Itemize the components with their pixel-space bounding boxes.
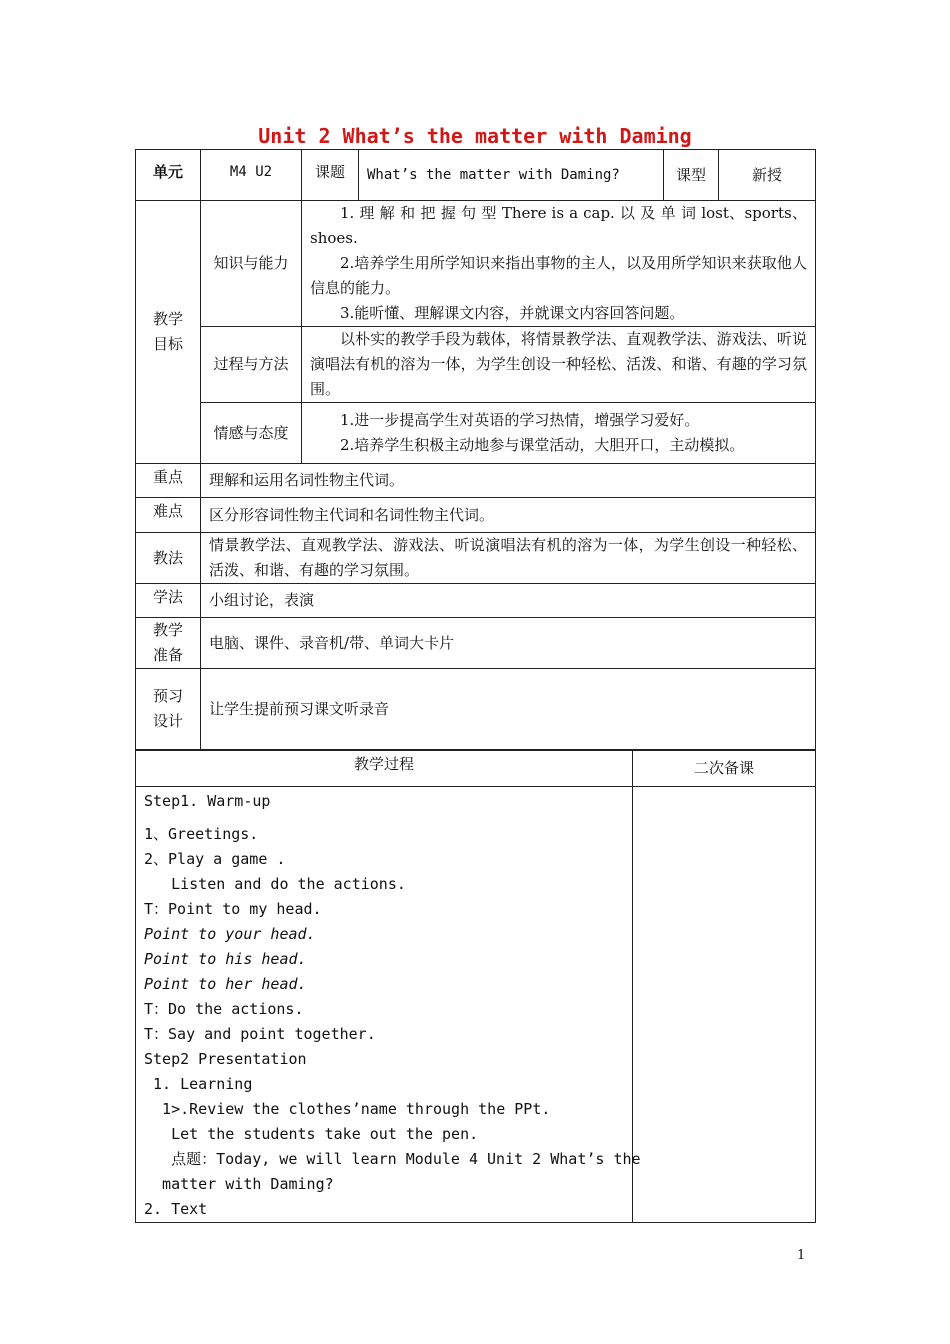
key-point-value: 理解和运用名词性物主代词。	[201, 464, 816, 498]
preview-row	[136, 669, 816, 750]
process-line: Point to your head.	[144, 925, 316, 943]
key-point-label: 重点	[136, 464, 201, 498]
unit-value: M4 U2	[201, 150, 302, 201]
teaching-method-value: 情景教学法、直观教学法、游戏法、听说演唱法有机的溶为一体，为学生创设一种轻松、活泼、和谐、有趣的学习氛围。	[201, 533, 816, 584]
goals-label	[136, 201, 201, 464]
preview-value: 让学生提前预习课文听录音	[201, 669, 816, 750]
process-content	[136, 787, 641, 1223]
emotion-label: 情感与态度	[201, 403, 302, 464]
process-method-row	[136, 327, 816, 403]
process-header-row	[136, 751, 816, 787]
process-line: Listen and do the actions.	[144, 875, 406, 893]
knowledge-line: 1. 理 解 和 把 握 句 型 There is a cap. 以 及 单 词 lost、sports、shoes.	[310, 204, 807, 247]
topic-value: What’s the matter with Daming?	[359, 150, 664, 201]
preparation-label-line2: 准备	[152, 646, 183, 664]
goals-label-line1: 教学	[152, 310, 183, 328]
process-line: Step1. Warm-up	[144, 792, 271, 810]
process-line: 2. Text	[144, 1200, 208, 1218]
knowledge-line: 3.能听懂、理解课文内容，并就课文内容回答问题。	[340, 304, 685, 322]
emotion-line: 2.培养学生积极主动地参与课堂活动，大胆开口，主动模拟。	[340, 436, 745, 454]
process-line: T：Do the actions.	[144, 1000, 304, 1018]
type-value: 新授	[719, 150, 816, 201]
header-row	[136, 150, 816, 201]
type-label: 课型	[664, 150, 719, 201]
goals-label-line2: 目标	[152, 335, 183, 353]
preview-label-line1: 预习	[152, 687, 183, 705]
process-line: 1>.Review the clothes’name through the PPt.	[144, 1100, 551, 1118]
knowledge-label: 知识与能力	[201, 201, 302, 327]
process-line: T：Point to my head.	[144, 900, 322, 918]
lesson-info-table	[135, 149, 816, 750]
difficulty-row	[136, 498, 816, 533]
document-title: Unit 2 What’s the matter with Daming	[258, 124, 692, 148]
process-line	[144, 814, 624, 822]
page-number: 1	[797, 1248, 806, 1263]
process-line: Step2 Presentation	[144, 1050, 307, 1068]
preparation-value: 电脑、课件、录音机/带、单词大卡片	[201, 618, 816, 669]
process-header-left: 教学过程	[136, 751, 633, 787]
learning-method-value: 小组讨论，表演	[201, 584, 816, 618]
preparation-row	[136, 618, 816, 669]
teaching-process-table	[135, 750, 816, 1223]
topic-label: 课题	[302, 150, 359, 201]
process-line: Point to his head.	[144, 950, 307, 968]
preview-label	[136, 669, 201, 750]
teaching-method-row	[136, 533, 816, 584]
process-line: 1、Greetings.	[144, 825, 259, 843]
difficulty-label: 难点	[136, 498, 201, 533]
unit-label: 单元	[136, 150, 201, 201]
process-method-content: 以朴实的教学手段为载体，将情景教学法、直观教学法、游戏法、听说演唱法有机的溶为一体，为学生创设一种轻松、活泼、和谐、有趣的学习氛围。	[302, 327, 816, 403]
emotion-line: 1.进一步提高学生对英语的学习热情，增强学习爱好。	[340, 411, 700, 429]
process-header-right: 二次备课	[633, 751, 816, 787]
teaching-method-label: 教法	[136, 533, 201, 584]
process-line: matter with Daming?	[144, 1175, 334, 1193]
process-line: Point to her head.	[144, 975, 307, 993]
process-line: 1. Learning	[144, 1075, 253, 1093]
preview-label-line2: 设计	[152, 712, 183, 730]
learning-method-row	[136, 584, 816, 618]
preparation-label	[136, 618, 201, 669]
emotion-row	[136, 403, 816, 464]
process-line: Let the students take out the pen.	[144, 1125, 479, 1143]
emotion-content	[302, 403, 816, 464]
process-line: 2、Play a game .	[144, 850, 286, 868]
preparation-label-line1: 教学	[152, 621, 183, 639]
knowledge-content	[302, 201, 816, 327]
second-prep-column	[633, 787, 816, 1223]
key-point-row	[136, 464, 816, 498]
process-body-row	[136, 787, 816, 1223]
learning-method-label: 学法	[136, 584, 201, 618]
process-line: 点题：Today, we will learn Module 4 Unit 2 What’s the	[144, 1150, 641, 1168]
knowledge-line: 2.培养学生用所学知识来指出事物的主人，以及用所学知识来获取他人信息的能力。	[310, 254, 807, 297]
process-line: T：Say and point together.	[144, 1025, 376, 1043]
difficulty-value: 区分形容词性物主代词和名词性物主代词。	[201, 498, 816, 533]
process-method-label: 过程与方法	[201, 327, 302, 403]
knowledge-row	[136, 201, 816, 327]
